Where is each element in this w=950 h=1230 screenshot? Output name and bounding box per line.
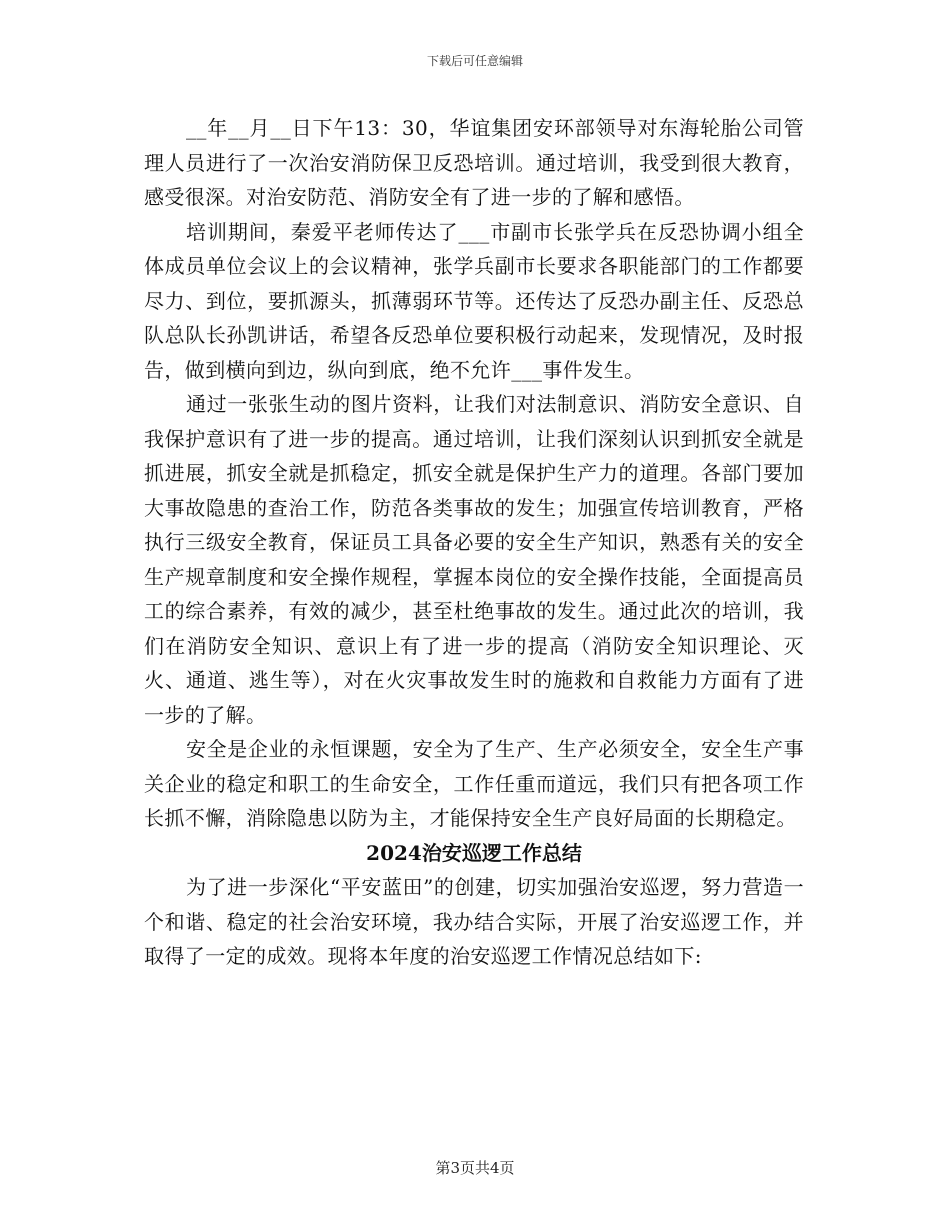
page-number: 第3页共4页 [435,1159,515,1177]
paragraph-safety-conclusion: 安全是企业的永恒课题，安全为了生产、生产必须安全，安全生产事关企业的稳定和职工的生命安全，工作任重而道远，我们只有把各项工作长抓不懈，消除隐患以防为主，才能保持安全生产良好局面的长期稳定。 [144,737,804,830]
paragraph-training-content: 培训期间，秦爱平老师传达了___市副市长张学兵在反恐协调小组全体成员单位会议上的会议精神，张学兵副市长要求各职能部门的工作都要尽力、到位，要抓源头，抓薄弱环节等。还传达了反恐办副主任、反恐总队总队长孙凯讲话，希望各反恐单位要积极行动起来，发现情况，及时报告，做到横向到边，纵向到底，绝不允许___事件发生。 [144,219,804,382]
section-title: 2024治安巡逻工作总结 [366,840,582,865]
paragraph-training-reflection: 通过一张张生动的图片资料，让我们对法制意识、消防安全意识、自我保护意识有了进一步的提高。通过培训，让我们深刻认识到抓安全就是抓进展，抓安全就是抓稳定，抓安全就是保护生产力的道理。各部门要加大事故隐患的查治工作，防范各类事故的发生；加强宣传培训教育，严格执行三级安全教育，保证员工具备必要的安全生产知识，熟悉有关的安全生产规章制度和安全操作规程，掌握本岗位的安全操作技能，全面提高员工的综合素养，有效的减少，甚至杜绝事故的发生。通过此次的培训，我们在消防安全知识、意识上有了进一步的提高（消防安全知识理论、灭火、通道、逃生等），对在火灾事故发生时的施救和自救能力方面有了进一步的了解。 [144,392,804,727]
page-header-note: 下载后可任意编辑 [426,54,523,68]
paragraph-patrol-intro: 为了进一步深化“平安蓝田”的创建，切实加强治安巡逻，努力营造一个和谐、稳定的社会治安环境，我办结合实际，开展了治安巡逻工作，并取得了一定的成效。现将本年度的治安巡逻工作情况总结如下: [144,875,804,968]
document-body [144,111,804,974]
paragraph-training-date: __年__月__日下午13：30，华谊集团安环部领导对东海轮胎公司管理人员进行了一次治安消防保卫反恐培训。通过培训，我受到很大教育，感受很深。对治安防范、消防安全有了进一步的了解和感悟。 [144,116,804,209]
